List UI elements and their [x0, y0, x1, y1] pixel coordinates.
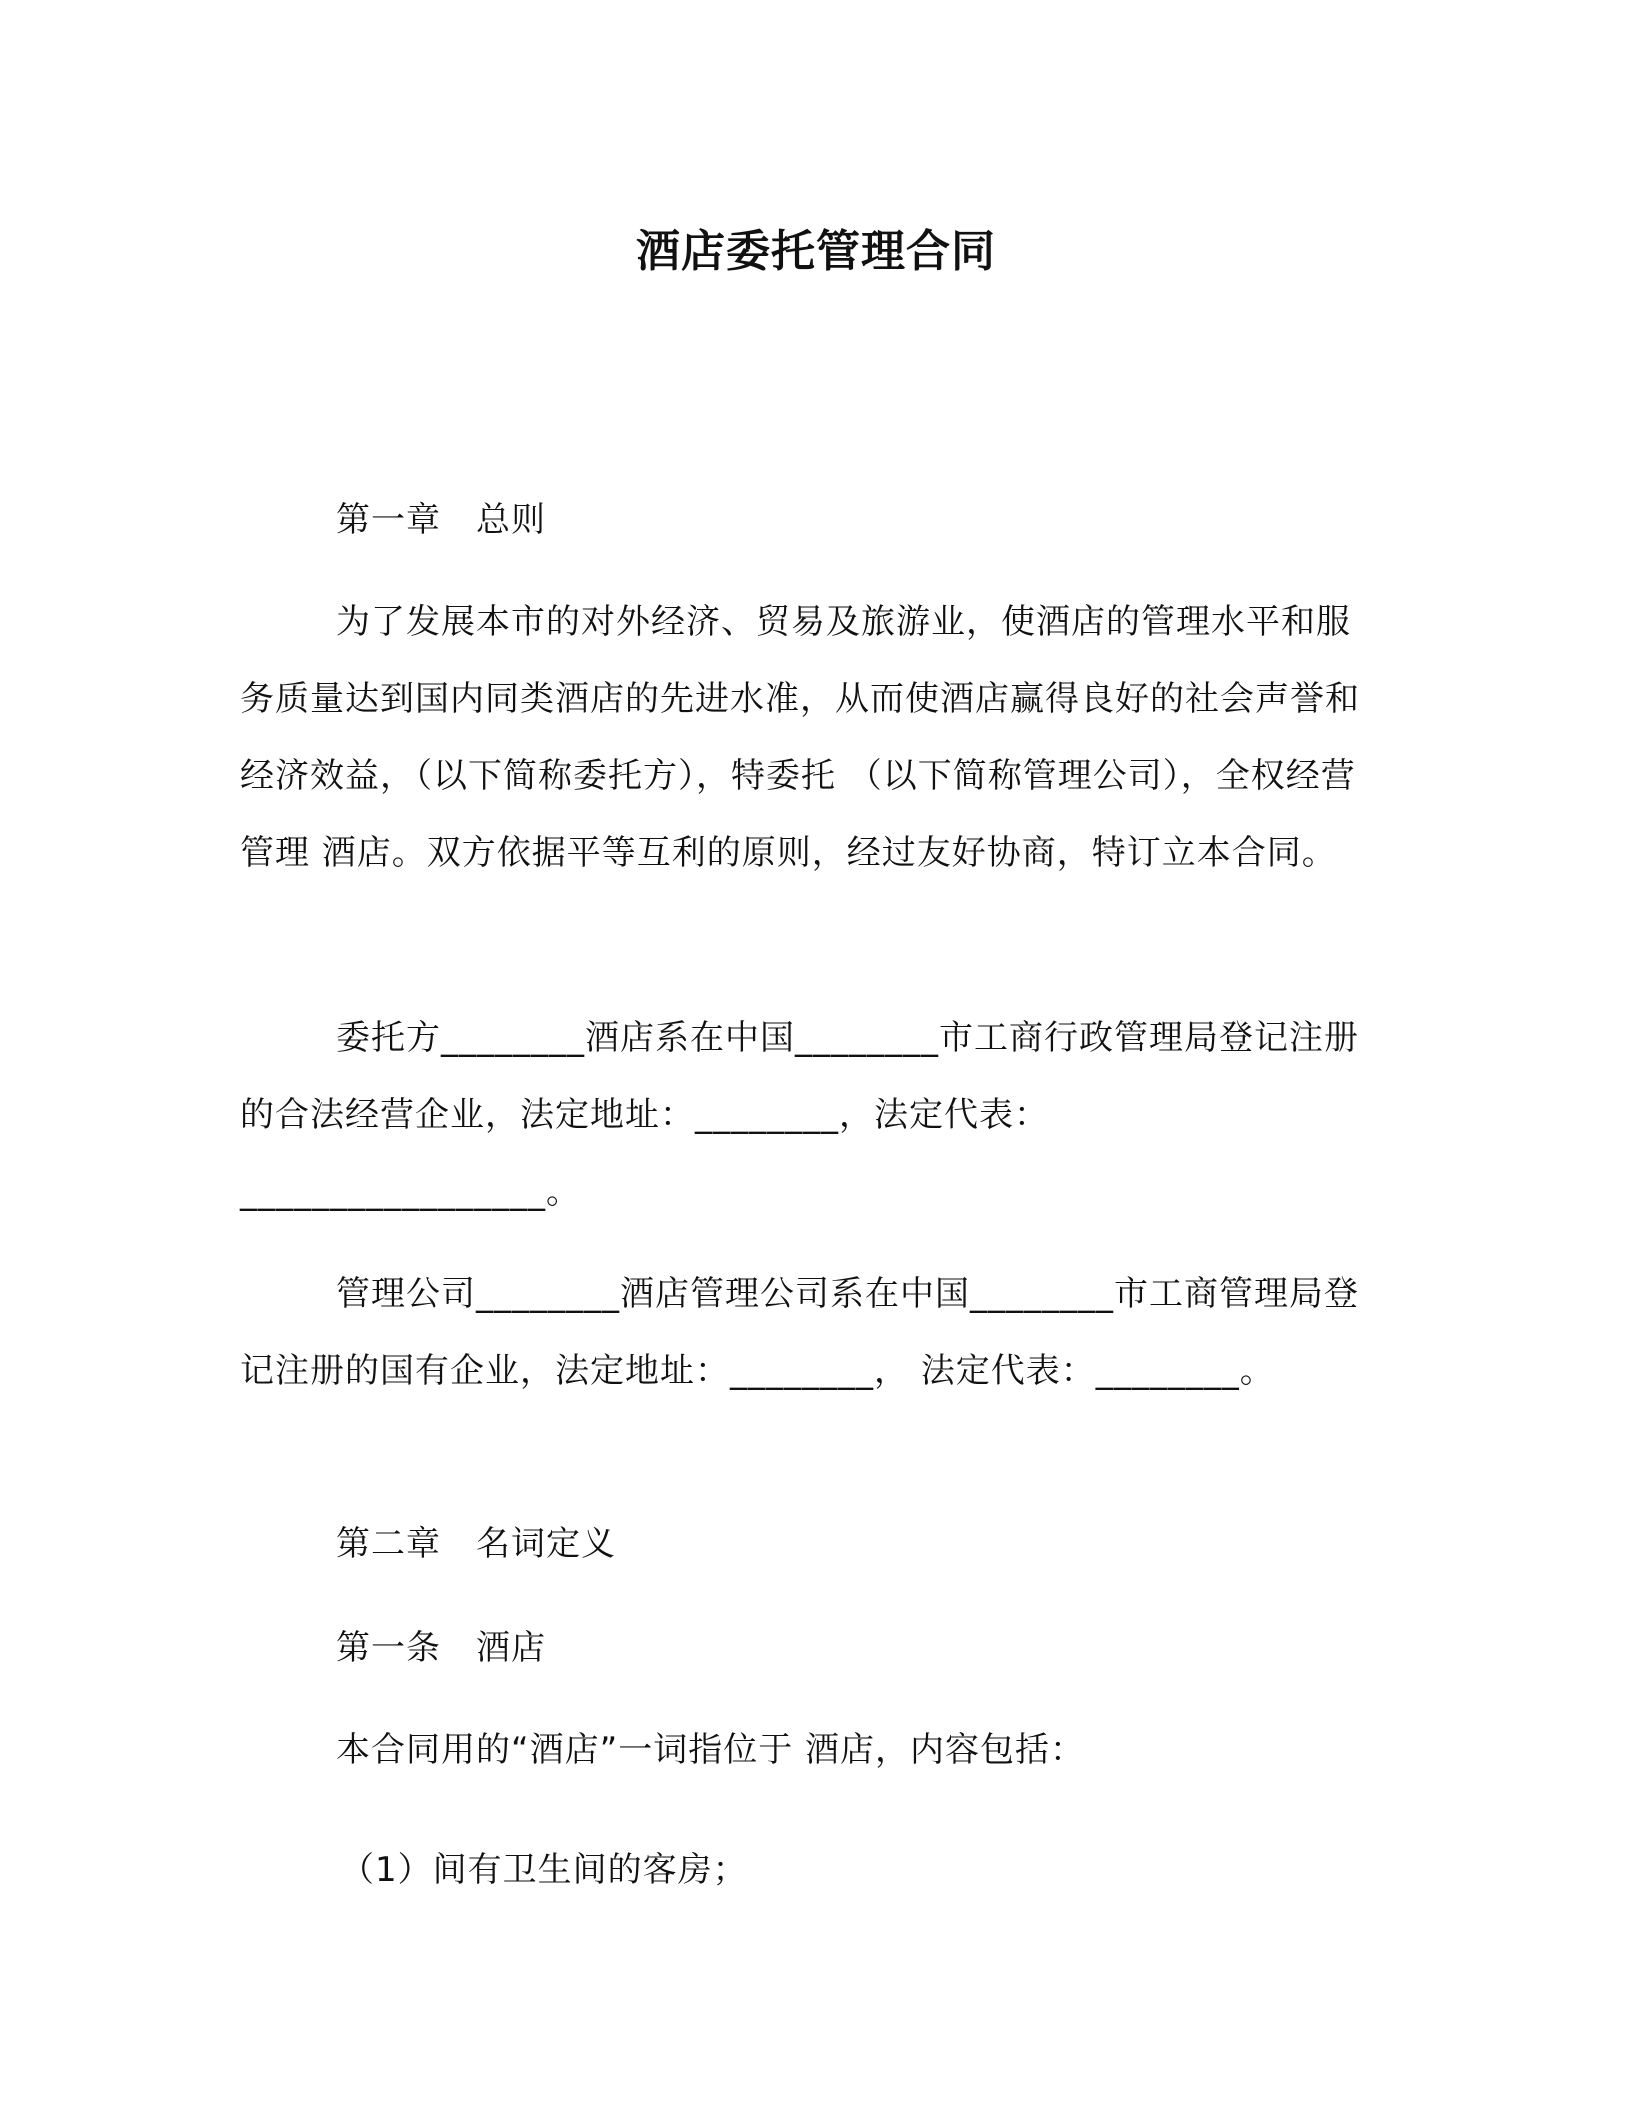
- document-title: 酒店委托管理合同: [636, 226, 996, 277]
- principal-party-paragraph: [240, 1000, 1380, 1231]
- management-party-text: 管理公司________酒店管理公司系在中国________市工商管理局登记注册的国有企业，法定地址：________， 法定代表：________。: [240, 1274, 1359, 1391]
- management-party-paragraph: [240, 1256, 1380, 1410]
- article-1-heading: 第一条 酒店: [336, 1628, 546, 1668]
- preamble-paragraph: [240, 584, 1380, 892]
- principal-party-text: 委托方________酒店系在中国________市工商行政管理局登记注册的合法经营企业，法定地址：________，法定代表：_________________。: [240, 1018, 1359, 1212]
- chapter-2-heading: 第二章 名词定义: [336, 1524, 616, 1564]
- preamble-text: 为了发展本市的对外经济、贸易及旅游业，使酒店的管理水平和服务质量达到国内同类酒店的先进水准，从而使酒店赢得良好的社会声誉和经济效益，（以下简称委托方），特委托 （以下简称管理公司），全权经营管理 酒店。双方依据平等互利的原则，经过友好协商，特订立本合同。: [240, 602, 1360, 873]
- chapter-1-heading: 第一章 总则: [336, 500, 546, 540]
- list-item-1: （1）间有卫生间的客房；: [340, 1850, 748, 1890]
- article-1-text: 本合同用的“酒店”一词指位于 酒店，内容包括：: [336, 1730, 1086, 1770]
